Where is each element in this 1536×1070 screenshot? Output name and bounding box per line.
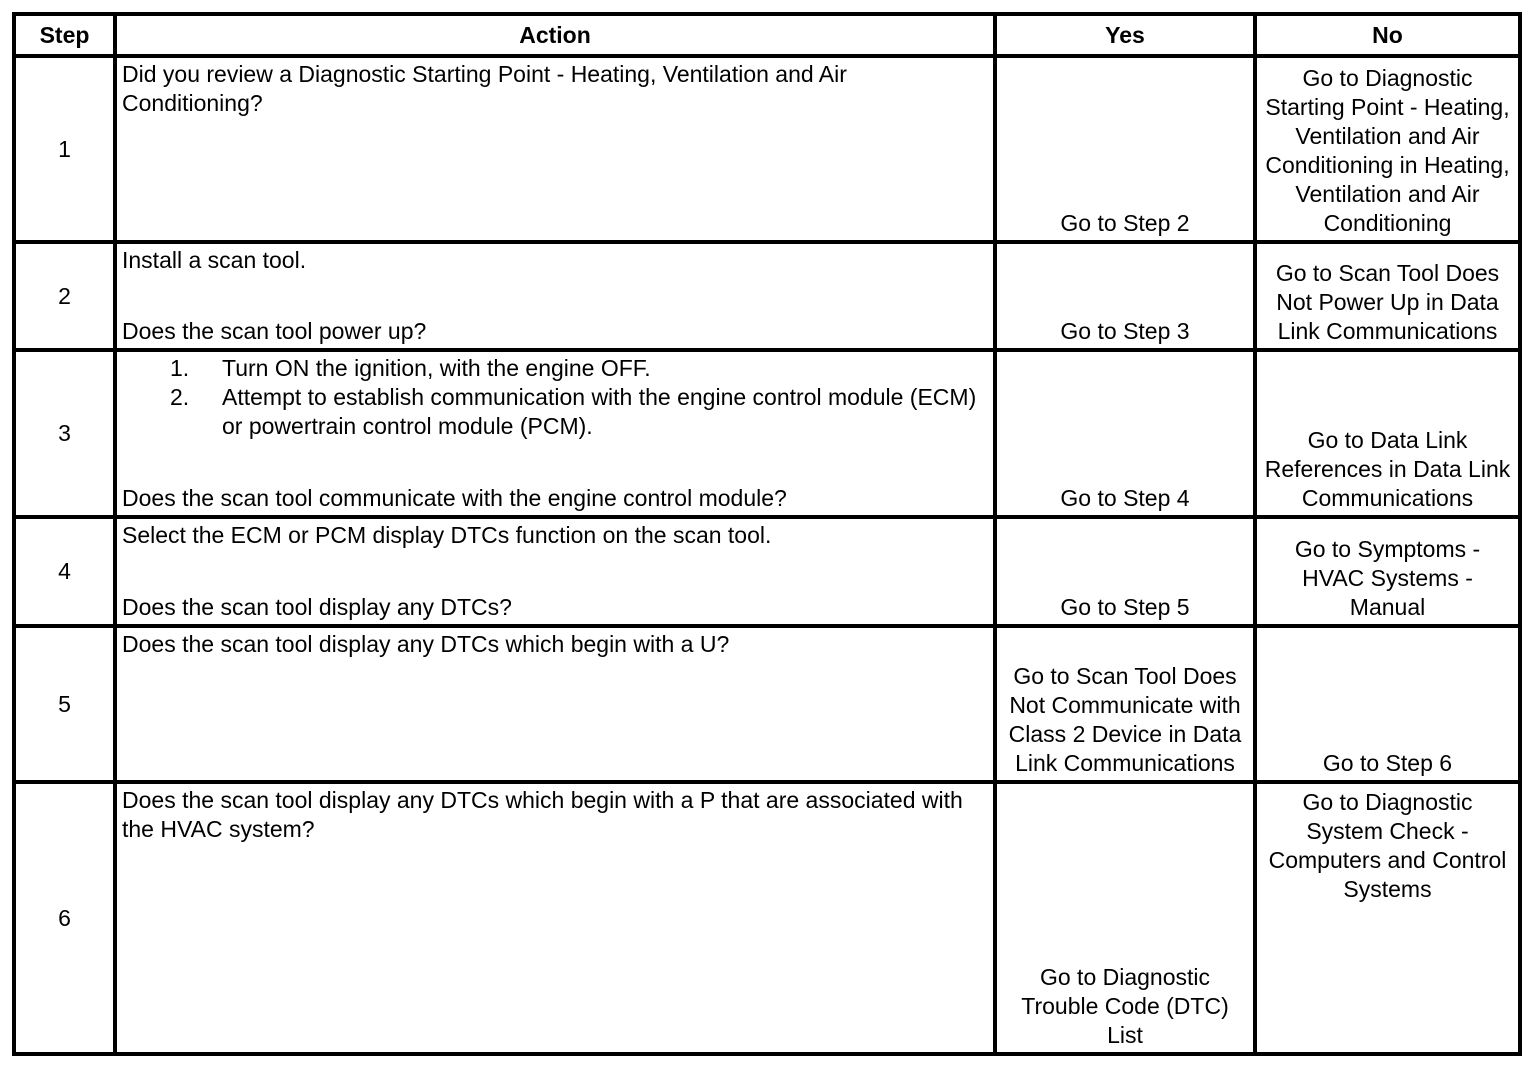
header-action: Action xyxy=(115,14,995,56)
no-link[interactable]: Go to Symptoms - HVAC Systems - Manual xyxy=(1255,517,1520,626)
action-text: Does the scan tool display any DTCs which begin with a P that are associated with the HVAC system? xyxy=(122,787,963,842)
table-row xyxy=(14,626,1520,782)
diagnostic-table-page xyxy=(12,12,1518,1056)
header-yes: Yes xyxy=(995,14,1255,56)
step-number: 1 xyxy=(14,56,115,242)
action-cell xyxy=(115,517,995,626)
yes-link[interactable]: Go to Scan Tool Does Not Communicate with Class 2 Device in Data Link Communications xyxy=(995,626,1255,782)
table-row xyxy=(14,56,1520,242)
header-step: Step xyxy=(14,14,115,56)
yes-link[interactable]: Go to Step 5 xyxy=(995,517,1255,626)
no-link[interactable]: Go to Scan Tool Does Not Power Up in Data Link Communications xyxy=(1255,242,1520,350)
no-link[interactable]: Go to Diagnostic Starting Point - Heating, Ventilation and Air Conditioning in Heating, Ventilation and Air Conditioning xyxy=(1255,56,1520,242)
table-row xyxy=(14,350,1520,517)
action-cell xyxy=(115,626,995,782)
no-link[interactable]: Go to Step 6 xyxy=(1255,626,1520,782)
action-text: Does the scan tool display any DTCs which begin with a U? xyxy=(122,631,730,657)
header-no: No xyxy=(1255,14,1520,56)
action-cell xyxy=(115,56,995,242)
step-number: 2 xyxy=(14,242,115,350)
action-question: Does the scan tool communicate with the engine control module? xyxy=(122,485,787,511)
action-cell xyxy=(115,350,995,517)
table-row xyxy=(14,782,1520,1054)
step-number: 6 xyxy=(14,782,115,1054)
yes-link[interactable]: Go to Step 2 xyxy=(995,56,1255,242)
action-cell xyxy=(115,782,995,1054)
action-text: Did you review a Diagnostic Starting Point - Heating, Ventilation and Air Conditioning? xyxy=(122,61,847,116)
yes-link[interactable]: Go to Diagnostic Trouble Code (DTC) List xyxy=(995,782,1255,1054)
action-cell xyxy=(115,242,995,350)
list-item-text: Turn ON the ignition, with the engine OFF. xyxy=(222,355,651,381)
table-row xyxy=(14,517,1520,626)
no-link[interactable]: Go to Data Link References in Data Link Communications xyxy=(1255,350,1520,517)
yes-link[interactable]: Go to Step 4 xyxy=(995,350,1255,517)
diagnostic-table xyxy=(12,12,1522,1056)
step-number: 3 xyxy=(14,350,115,517)
list-item-number: 1. xyxy=(170,355,190,381)
table-row xyxy=(14,242,1520,350)
action-question: Does the scan tool display any DTCs? xyxy=(122,594,512,620)
list-item-text: Attempt to establish communication with the engine control module (ECM) or powertrain control module (PCM). xyxy=(222,384,977,439)
action-steps-list xyxy=(122,354,988,441)
action-question: Does the scan tool power up? xyxy=(122,318,427,344)
step-number: 5 xyxy=(14,626,115,782)
step-number: 4 xyxy=(14,517,115,626)
no-link[interactable]: Go to Diagnostic System Check - Computers and Control Systems xyxy=(1255,782,1520,1054)
list-item xyxy=(170,354,988,383)
list-item xyxy=(170,383,988,441)
list-item-number: 2. xyxy=(170,384,190,410)
action-text: Select the ECM or PCM display DTCs function on the scan tool. xyxy=(122,522,772,548)
action-text: Install a scan tool. xyxy=(122,247,307,273)
header-row xyxy=(14,14,1520,56)
yes-link[interactable]: Go to Step 3 xyxy=(995,242,1255,350)
